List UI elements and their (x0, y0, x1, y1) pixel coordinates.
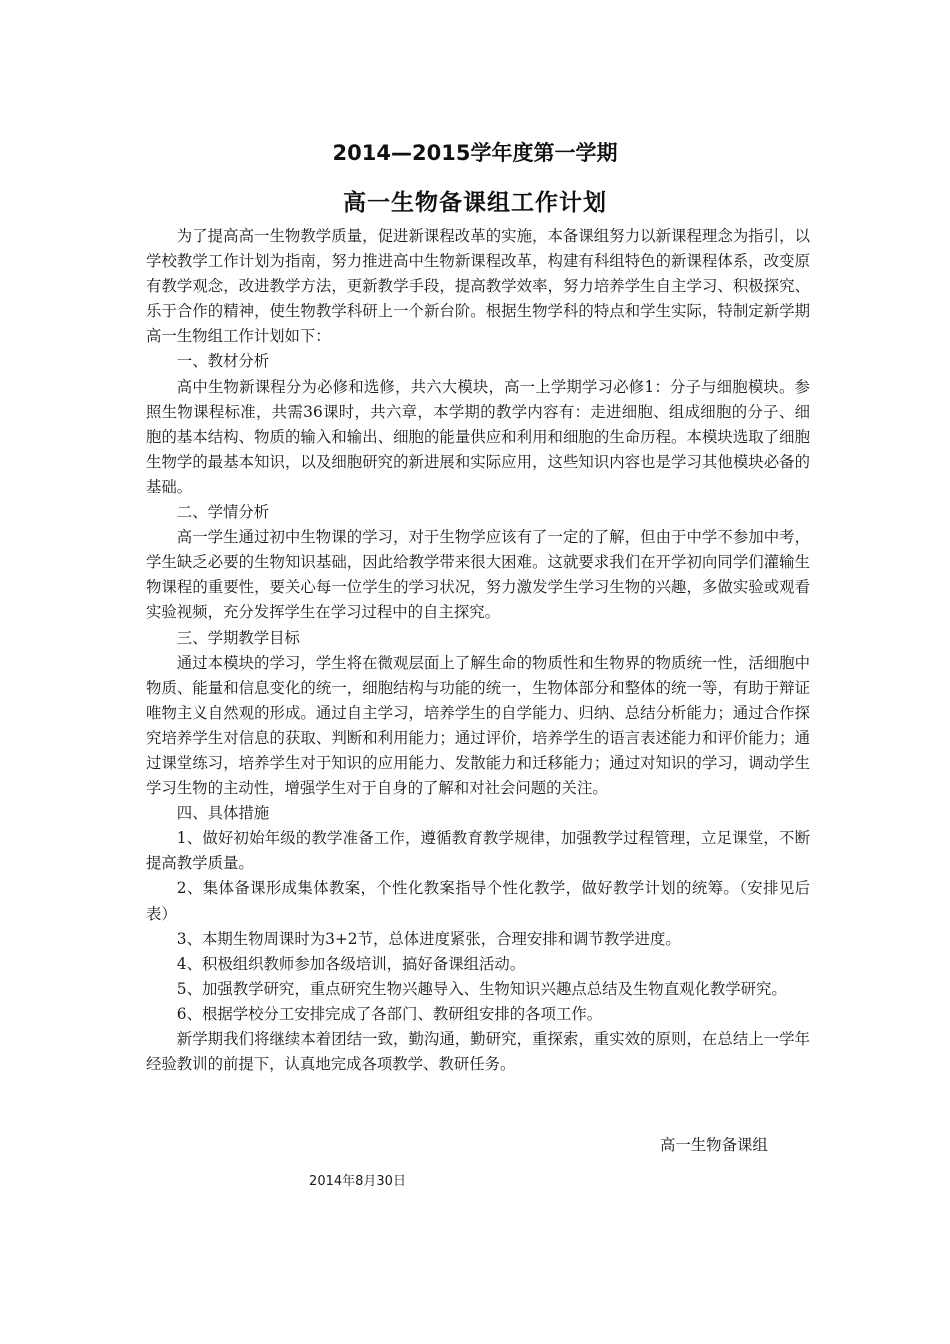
document-title: 高一生物备课组工作计划 (343, 190, 607, 216)
section-heading-student-analysis: 二、学情分析 (176, 503, 270, 522)
intro-paragraph: 为了提高高一生物教学质量，促进新课程改革的实施，本备课组努力以新课程理念为指引，以学校教学工作计划为指南，努力推进高中生物新课程改革，构建有科组特色的新课程体系，改变原有教学观念，改进教学方法，更新教学手段，提高教学效率，努力培养学生自主学习、积极探究、乐于合作的精神，使生物教学科研上一个新台阶。根据生物学科的特点和学生实际，特制定新学期高一生物组工作计划如下： (146, 227, 810, 346)
document-title-year: 2014—2015学年度第一学期 (332, 141, 618, 165)
section-textbook-analysis: 高中生物新课程分为必修和选修，共六大模块，高一上学期学习必修1：分子与细胞模块。参照生物课程标准，共需36课时，共六章，本学期的教学内容有：走进细胞、组成细胞的分子、细胞的基本结构、物质的输入和输出、细胞的能量供应和利用和细胞的生命历程。本模块选取了细胞生物学的最基本知识，以及细胞研究的新进展和实际应用，这些知识内容也是学习其他模块必备的基础。 (146, 377, 810, 496)
section-student-analysis: 高一学生通过初中生物课的学习，对于生物学应该有了一定的了解，但由于中学不参加中考，学生缺乏必要的生物知识基础，因此给教学带来很大困难。这就要求我们在开学初向同学们灌输生物课程的重要性，要关心每一位学生的学习状况，努力激发学生学习生物的兴趣，多做实验或观看实验视频，充分发挥学生在学习过程中的自主探究。 (146, 528, 810, 622)
measure-item-4: 4、积极组织教师参加各级培训，搞好备课组活动。 (176, 954, 526, 973)
measure-item-3: 3、本期生物周课时为3+2节，总体进度紧张，合理安排和调节教学进度。 (176, 929, 681, 948)
measure-item-1: 1、做好初始年级的教学准备工作，遵循教育教学规律，加强教学过程管理，立足课堂，不断提高教学质量。 (146, 829, 810, 873)
document-date: 2014年8月30日 (309, 1174, 406, 1189)
section-heading-teaching-goals: 三、学期教学目标 (176, 628, 300, 647)
closing-paragraph: 新学期我们将继续本着团结一致，勤沟通，勤研究，重探索，重实效的原则，在总结上一学年经验教训的前提下，认真地完成各项教学、教研任务。 (146, 1030, 810, 1074)
section-heading-measures: 四、具体措施 (176, 804, 270, 823)
measure-item-2: 2、集体备课形成集体教案，个性化教案指导个性化教学，做好教学计划的统筹。（安排见后表） (146, 879, 810, 923)
section-heading-textbook-analysis: 一、教材分析 (176, 352, 270, 371)
measure-item-5: 5、加强教学研究，重点研究生物兴趣导入、生物知识兴趣点总结及生物直观化教学研究。 (176, 979, 787, 998)
section-teaching-goals: 通过本模块的学习，学生将在微观层面上了解生命的物质性和生物界的物质统一性，活细胞中物质、能量和信息变化的统一，细胞结构与功能的统一，生物体部分和整体的统一等，有助于辩证唯物主义自然观的形成。通过自主学习，培养学生的自学能力、归纳、总结分析能力；通过合作探究培养学生对信息的获取、判断和利用能力；通过评价，培养学生的语言表述能力和评价能力；通过课堂练习，培养学生对于知识的应用能力、发散能力和迁移能力；通过对知识的学习，调动学生学习生物的主动性，增强学生对于自身的了解和对社会问题的关注。 (146, 653, 810, 798)
measure-item-6: 6、根据学校分工安排完成了各部门、教研组安排的各项工作。 (176, 1004, 603, 1023)
document-body (146, 224, 810, 1077)
signature: 高一生物备课组 (660, 1136, 768, 1154)
